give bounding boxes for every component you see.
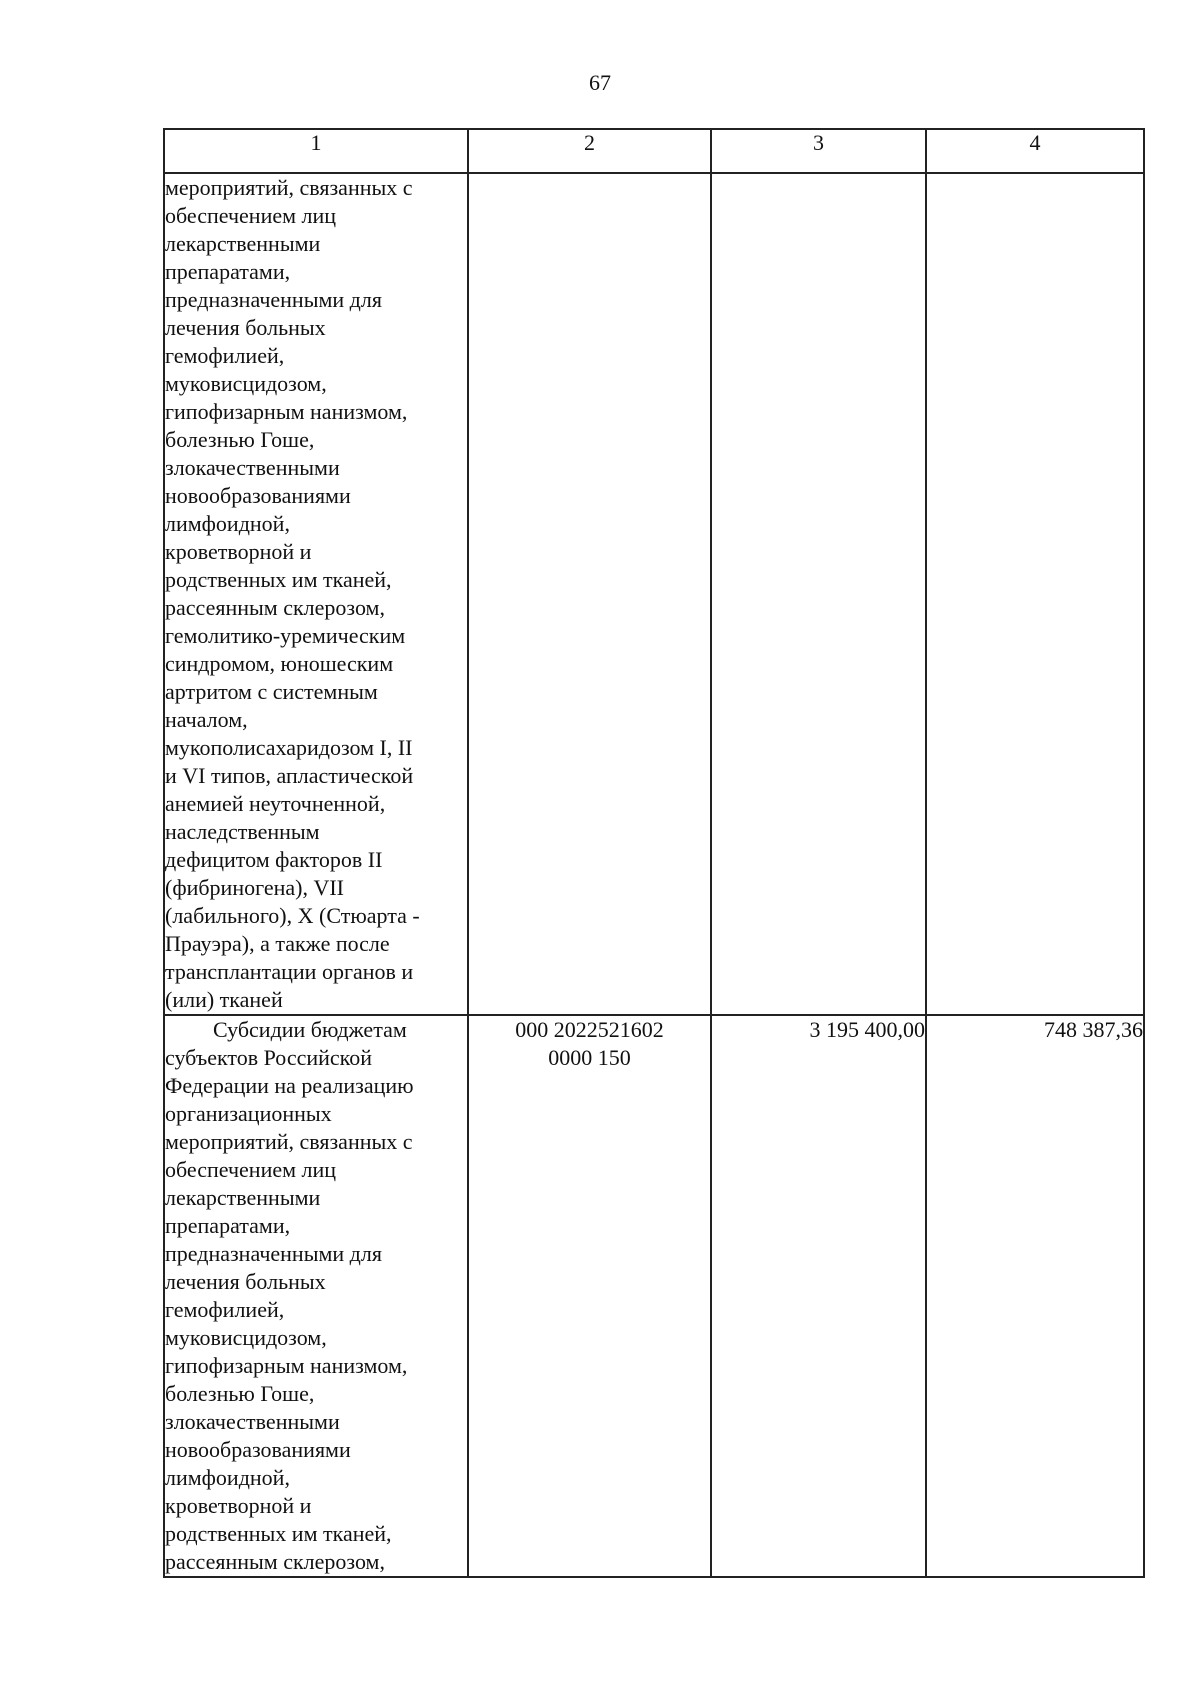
description-line: предназначенными для xyxy=(165,1241,382,1266)
row-amount-col3 xyxy=(711,173,926,1015)
description-line: препаратами, xyxy=(165,259,291,284)
description-line: новообразованиями xyxy=(165,1437,351,1462)
description-line: лимфоидной, xyxy=(165,1465,290,1490)
description-line: синдромом, юношеским xyxy=(165,651,394,676)
row-amount-col3: 3 195 400,00 xyxy=(711,1015,926,1577)
description-line: рассеянным склерозом, xyxy=(165,595,385,620)
description-line: лечения больных xyxy=(165,1269,326,1294)
description-line: мероприятий, связанных с xyxy=(165,1129,413,1154)
description-line: гипофизарным нанизмом, xyxy=(165,399,408,424)
description-line: наследственным xyxy=(165,819,320,844)
description-line: трансплантации органов и xyxy=(165,959,414,984)
description-line: Субсидии бюджетам xyxy=(213,1017,407,1042)
description-line: началом, xyxy=(165,707,248,732)
description-line: гипофизарным нанизмом, xyxy=(165,1353,408,1378)
description-line: Федерации на реализацию xyxy=(165,1073,414,1098)
budget-table xyxy=(163,128,1145,1578)
description-line: болезнью Гоше, xyxy=(165,427,315,452)
description-line: родственных им тканей, xyxy=(165,1521,392,1546)
budget-code-line: 000 2022521602 xyxy=(515,1017,664,1042)
row-description xyxy=(164,1015,468,1577)
description-line: злокачественными xyxy=(165,455,340,480)
row-amount-col4 xyxy=(926,173,1144,1015)
description-line: (лабильного), X (Стюарта - xyxy=(165,903,420,928)
description-line: предназначенными для xyxy=(165,287,382,312)
description-line: артритом с системным xyxy=(165,679,378,704)
description-line: болезнью Гоше, xyxy=(165,1381,315,1406)
column-header-2: 2 xyxy=(468,129,711,173)
description-line: гемофилией, xyxy=(165,343,285,368)
description-line: мукополисахаридозом I, II xyxy=(165,735,413,760)
description-line: дефицитом факторов II xyxy=(165,847,383,872)
description-line: Прауэра), а также после xyxy=(165,931,390,956)
description-line: лечения больных xyxy=(165,315,326,340)
description-line: мероприятий, связанных с xyxy=(165,175,413,200)
description-line: организационных xyxy=(165,1101,332,1126)
table-row xyxy=(164,173,1144,1015)
budget-code-line: 0000 150 xyxy=(548,1045,631,1070)
description-line: гемолитико-уремическим xyxy=(165,623,406,648)
description-line: муковисцидозом, xyxy=(165,371,327,396)
description-line: гемофилией, xyxy=(165,1297,285,1322)
column-header-4: 4 xyxy=(926,129,1144,173)
page-number: 67 xyxy=(589,70,611,95)
description-line: лекарственными xyxy=(165,1185,321,1210)
description-line: (фибриногена), VII xyxy=(165,875,344,900)
description-line: анемией неуточненной, xyxy=(165,791,386,816)
description-line: кроветворной и xyxy=(165,539,312,564)
description-line: препаратами, xyxy=(165,1213,291,1238)
description-line: родственных им тканей, xyxy=(165,567,392,592)
column-header-1: 1 xyxy=(164,129,468,173)
row-code-cell xyxy=(468,1015,711,1577)
description-line: лимфоидной, xyxy=(165,511,290,536)
row-description xyxy=(164,173,468,1015)
column-header-3: 3 xyxy=(711,129,926,173)
description-line: злокачественными xyxy=(165,1409,340,1434)
description-line: обеспечением лиц xyxy=(165,203,337,228)
row-code-cell xyxy=(468,173,711,1015)
table-row xyxy=(164,1015,1144,1577)
description-line: рассеянным склерозом, xyxy=(165,1549,385,1574)
description-line: и VI типов, апластической xyxy=(165,763,414,788)
description-line: лекарственными xyxy=(165,231,321,256)
row-amount-col4: 748 387,36 xyxy=(926,1015,1144,1577)
description-line: кроветворной и xyxy=(165,1493,312,1518)
description-line: (или) тканей xyxy=(165,987,283,1012)
column-number-row xyxy=(164,129,1144,173)
description-line: субъектов Российской xyxy=(165,1045,373,1070)
description-line: новообразованиями xyxy=(165,483,351,508)
description-line: муковисцидозом, xyxy=(165,1325,327,1350)
description-line: обеспечением лиц xyxy=(165,1157,337,1182)
